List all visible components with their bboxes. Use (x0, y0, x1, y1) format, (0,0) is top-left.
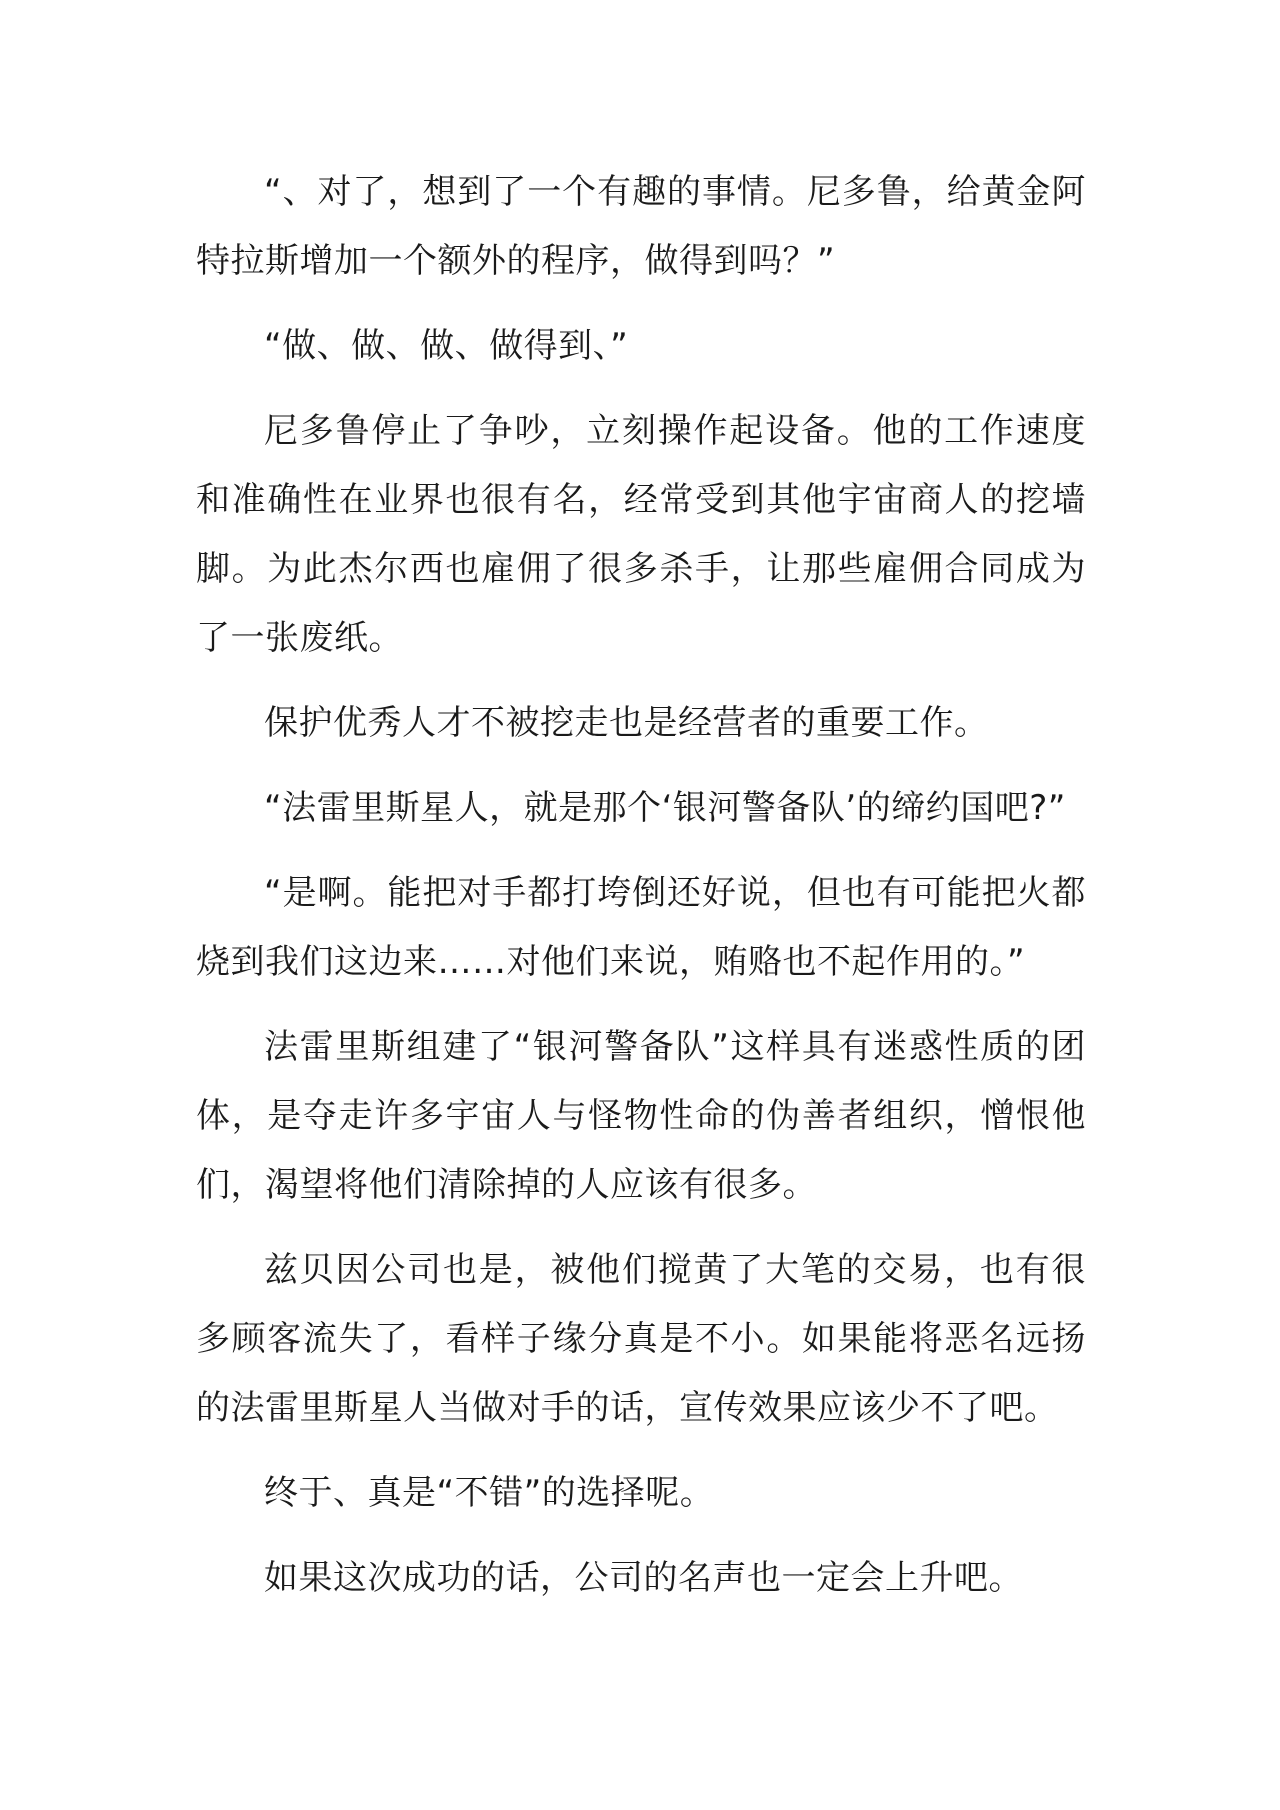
paragraph: 如果这次成功的话，公司的名声也一定会上升吧。 (264, 1558, 1023, 1598)
paragraph: “是啊。能把对手都打垮倒还好说，但也有可能把火都烧到我们这边来……对他们来说，贿赂也不起作用的。” (196, 873, 1086, 982)
paragraph: “法雷里斯星人，就是那个‘银河警备队’的缔约国吧?” (264, 788, 1066, 828)
paragraph: 兹贝因公司也是，被他们搅黄了大笔的交易，也有很多顾客流失了，看样子缘分真是不小。如果能将恶名远扬的法雷里斯星人当做对手的话，宣传效果应该少不了吧。 (196, 1250, 1086, 1428)
paragraph: 保护优秀人才不被挖走也是经营者的重要工作。 (264, 703, 989, 743)
paragraph: 终于、真是“不错”的选择呢。 (264, 1473, 715, 1513)
paragraph: 尼多鲁停止了争吵，立刻操作起设备。他的工作速度和准确性在业界也很有名，经常受到其他宇宙商人的挖墙脚。为此杰尔西也雇佣了很多杀手，让那些雇佣合同成为了一张废纸。 (196, 411, 1086, 658)
paragraph: 法雷里斯组建了“银河警备队”这样具有迷惑性质的团体，是夺走许多宇宙人与怪物性命的伪善者组织，憎恨他们，渴望将他们清除掉的人应该有很多。 (196, 1027, 1086, 1205)
paragraph: “、对了，想到了一个有趣的事情。尼多鲁，给黄金阿特拉斯增加一个额外的程序，做得到吗？” (196, 172, 1086, 281)
text-body (196, 158, 1086, 1629)
paragraph: “做、做、做、做得到、” (264, 326, 629, 366)
